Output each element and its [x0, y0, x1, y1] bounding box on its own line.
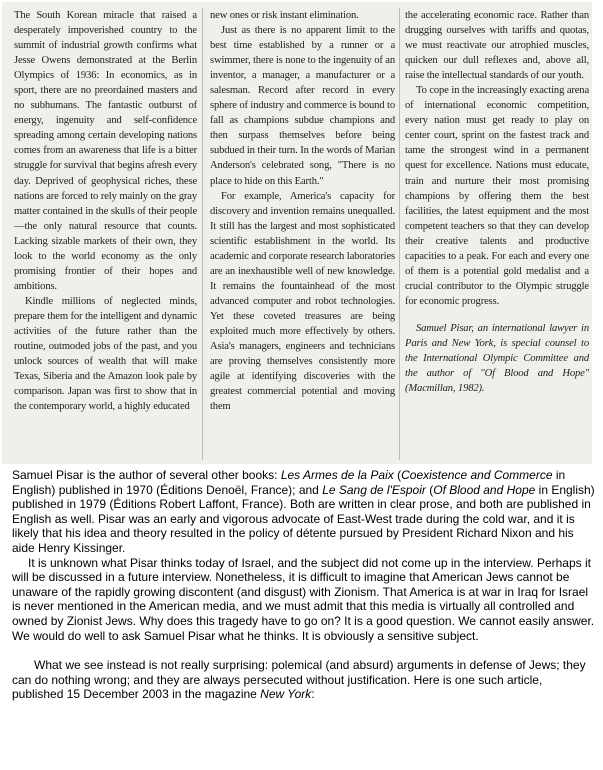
book-title: Le Sang de l'Espoir [322, 482, 426, 497]
article-column-1 [14, 8, 197, 414]
article-column-2 [210, 8, 395, 414]
article-paragraph: For example, America's capacity for discovery and invention remains unequalled. It still has the largest and most sophisticated scientific establishment in the world. Its academic and corporate research laboratories are an inexhaustible well of new knowledge. It remains the fountainhead of the most advanced computer and robot technologies. Yet these coveted treasures are being exploited much more effectively by others. Asia's managers, engineers and technicians are proving themselves consistently more agile at identifying discoveries with the greatest commercial potential and moving them [210, 190, 395, 413]
article-column-3 [405, 8, 589, 396]
article-paragraph: The South Korean miracle that raised a desperately impoverished country to the summit of industrial growth confirms what Jesse Owens demonstrated at the Berlin Olympics of 1936: In economics, as in sport, there are no preordained masters and no subhumans. The fantastic outburst of energy, ingenuity and self-confidence spreading among certain developing nations comes from an awareness that life is a bitter struggle for survival that begins afresh every day. Deprived of geophysical riches, these nations are forced to rely mainly on the gray matter contained in the skulls of their people—the only natural resource that counts. Lacking sizable markets of their own, they look to the world economy as the only promising frontier of their hopes and ambitions. [14, 10, 197, 292]
author-credit: Samuel Pisar, an international lawyer in Paris and New York, is special counsel to the International Olympic Committee and the author of "Of Blood and Hope" (Macmillan, 1982). [405, 322, 589, 395]
commentary-paragraph: Samuel Pisar is the author of several other books: Les Armes de la Paix (Coexistence and Commerce in English) published in 1970 (Éditions Denoël, France); and Le Sang de l'Espoir (Of Blood and Hope in English) published in 1979 (Éditions Robert Laffont, France). Both are written in clear prose, and both are published in English as well. Pisar was an early and vigorous advocate of East-West trade during the cold war, and it is likely that his idea and theory resulted in the policy of détente pursued by President Richard Nixon and his aide Henry Kissinger. [12, 468, 595, 555]
commentary-text [12, 468, 595, 702]
book-title: Les Armes de la Paix [280, 468, 394, 482]
article-paragraph: the accelerating economic race. Rather than drugging ourselves with tariffs and quotas, we must reactivate our atrophied muscles, quicken our dull reflexes and, above all, raise the intellectual standards of our youth. [405, 10, 589, 82]
article-paragraph: Kindle millions of neglected minds, prepare them for the intelligent and dynamic activities of the future rather than the routine, outmoded jobs of the past, and you unlock sources of wealth that will make Texas, Siberia and the Amazon look pale by comparison. Japan was first to show that in the contemporary world, a highly educated [14, 295, 197, 413]
scanned-article [2, 2, 592, 464]
commentary-paragraph: What we see instead is not really surprising: polemical (and absurd) arguments in defense of Jews; they can do nothing wrong; and they are always persecuted without justification. Here is one such article, published 15 December 2003 in the magazine New York: [12, 658, 586, 702]
article-paragraph: Just as there is no apparent limit to the best time established by a runner or a swimmer, there is none to the ingenuity of an inventor, a manager, a manufacturer or a salesman. Record after record in every sphere of industry and commerce is bound to fall as champions subdue champions and then surpass themselves before being subdued in their turn. In the words of Marian Anderson's celebrated song, "There is no place to hide on this Earth." [210, 25, 395, 187]
article-paragraph: To cope in the increasingly exacting arena of international economic competition, every nation must get ready to play on center court, sprint on the fastest track and tame the strongest wind in a permanent quest for excellence. Nations must educate, train and nurture their most promising champions by offering them the best facilities, the latest equipment and the most competent teachers so that they can develop their creative talents and productive capacities to a peak. For each and every one of them is a potential gold medalist and a crucial contributor to the Olympic struggle for economic progress. [405, 85, 589, 307]
column-divider [202, 8, 203, 460]
book-title: Of Blood and Hope [433, 482, 536, 497]
commentary-paragraph: It is unknown what Pisar thinks today of Israel, and the subject did not come up in the interview. Perhaps it will be discussed in a future interview. Nonetheless, it is difficult to imagine that American Jews cannot be unaware of the rapidly growing discontent (and disgust) with Zionism. That America is at war in Iraq for Israel is never mentioned in the American media, and we must admit that this media is virtually all controlled and owned by Zionist Jews. Why does this tragedy have to go on? It is a good question. We cannot easily answer. We would do well to ask Samuel Pisar what he thinks. It is obviously a sensitive subject. [12, 555, 595, 643]
book-title: Coexistence and Commerce [401, 468, 553, 482]
magazine-title: New York [260, 687, 312, 702]
article-paragraph: new ones or risk instant elimination. [210, 10, 359, 21]
column-divider [399, 8, 400, 460]
